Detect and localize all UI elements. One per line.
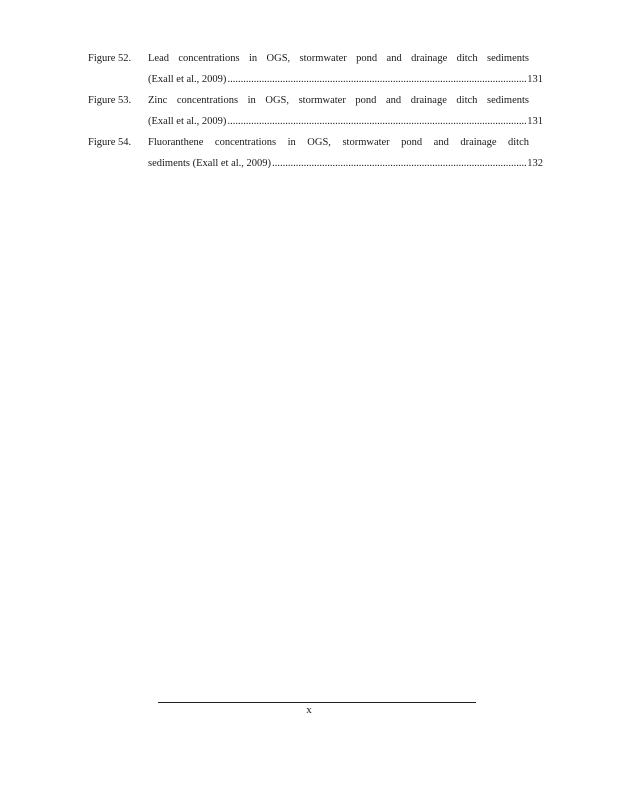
figure-caption-line2: (Exall et al., 2009) xyxy=(148,74,227,85)
figure-caption-line1: Zinc concentrations in OGS, stormwater pond and drainage ditch sediments xyxy=(148,95,529,106)
toc-entry-figure-54 xyxy=(88,132,543,174)
page-number-ref: 132 xyxy=(527,158,543,169)
figure-caption-line2: sediments (Exall et al., 2009) xyxy=(148,158,272,169)
figure-label: Figure 54. xyxy=(88,137,132,148)
dot-leader xyxy=(227,69,526,90)
figure-caption-line1: Fluoranthene concentrations in OGS, stormwater pond and drainage ditch xyxy=(148,137,529,148)
footer-divider xyxy=(158,702,476,703)
dot-leader xyxy=(272,153,526,174)
toc-entry-figure-53 xyxy=(88,90,543,132)
figure-label: Figure 53. xyxy=(88,95,132,106)
figure-label: Figure 52. xyxy=(88,53,132,64)
figure-caption-line1: Lead concentrations in OGS, stormwater pond and drainage ditch sediments xyxy=(148,53,529,64)
figure-caption-line2: (Exall et al., 2009) xyxy=(148,116,227,127)
footer-page-number: x xyxy=(306,704,312,716)
toc-entry-figure-52 xyxy=(88,48,543,90)
dot-leader xyxy=(227,111,526,132)
page-number-ref: 131 xyxy=(527,74,543,85)
page-number-ref: 131 xyxy=(527,116,543,127)
